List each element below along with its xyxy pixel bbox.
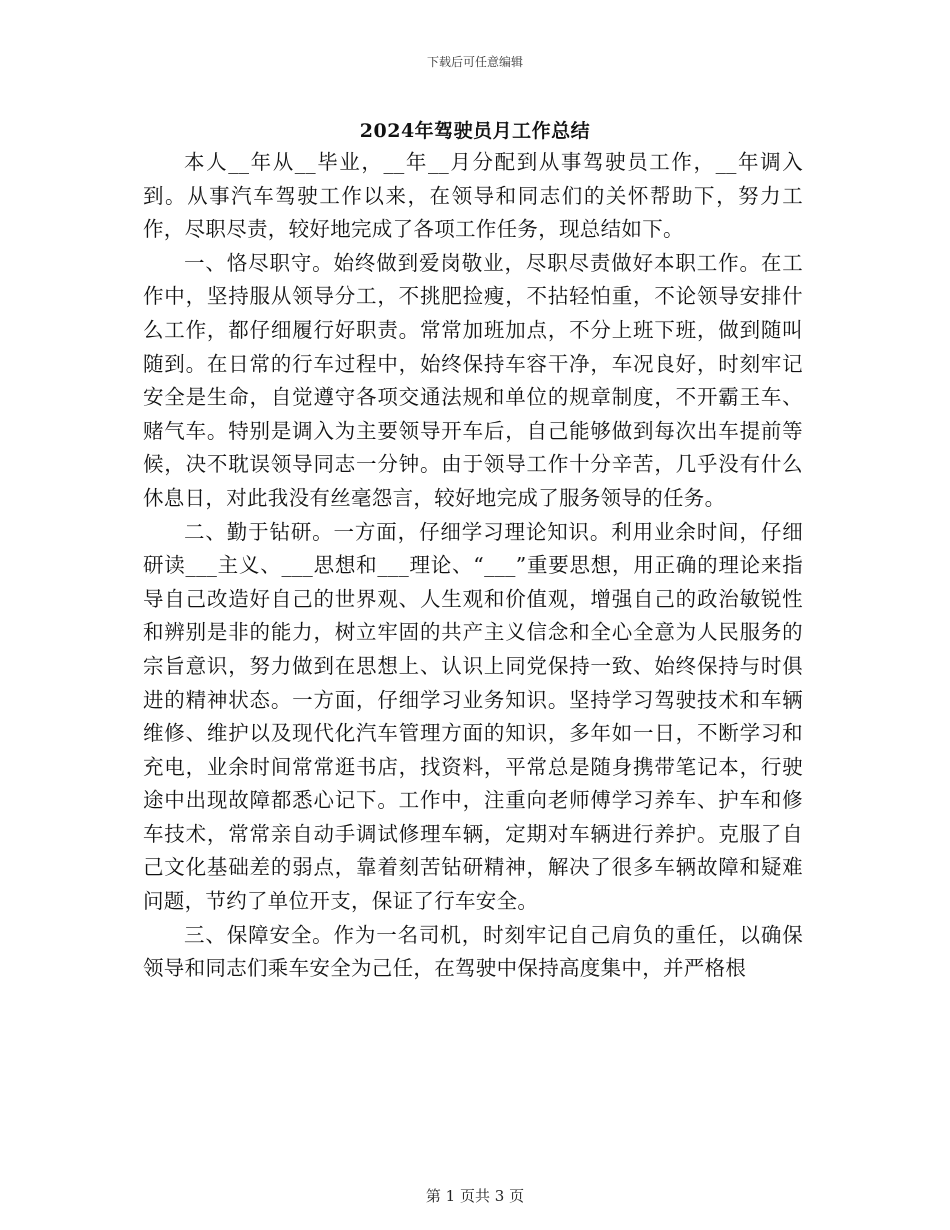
page-header-note: 下载后可任意编辑 [426,55,523,69]
document-title: 2024年驾驶员月工作总结 [359,120,591,142]
paragraph-section-3: 三、保障安全。作为一名司机，时刻牢记自己肩负的重任，以确保领导和同志们乘车安全为己任，在驾驶中保持高度集中，并严格根 [143,922,803,981]
paragraph-intro: 本人__年从__毕业，__年__月分配到从事驾驶员工作，__年调入到。从事汽车驾驶工作以来，在领导和同志们的关怀帮助下，努力工作，尽职尽责，较好地完成了各项工作任务，现总结如下。 [143,150,803,242]
document-body [143,146,803,986]
page-number-footer: 第 1 页共 3 页 [425,1187,525,1205]
paragraph-section-1: 一、恪尽职守。始终做到爱岗敬业，尽职尽责做好本职工作。在工作中，坚持服从领导分工，不挑肥捡瘦，不拈轻怕重，不论领导安排什么工作，都仔细履行好职责。常常加班加点，不分上班下班，做到随叫随到。在日常的行车过程中，始终保持车容干净，车况良好，时刻牢记安全是生命，自觉遵守各项交通法规和单位的规章制度，不开霸王车、赌气车。特别是调入为主要领导开车后，自己能够做到每次出车提前等候，决不耽误领导同志一分钟。由于领导工作十分辛苦，几乎没有什么休息日，对此我没有丝毫怨言，较好地完成了服务领导的任务。 [143,250,803,510]
paragraph-section-2: 二、勤于钻研。一方面，仔细学习理论知识。利用业余时间，仔细研读___主义、___思想和___理论、“___”重要思想，用正确的理论来指导自己改造好自己的世界观、人生观和价值观，增强自己的政治敏锐性和辨别是非的能力，树立牢固的共产主义信念和全心全意为人民服务的宗旨意识，努力做到在思想上、认识上同党保持一致、始终保持与时俱进的精神状态。一方面，仔细学习业务知识。坚持学习驾驶技术和车辆维修、维护以及现代化汽车管理方面的知识，多年如一日，不断学习和充电，业余时间常常逛书店，找资料，平常总是随身携带笔记本，行驶途中出现故障都悉心记下。工作中，注重向老师傅学习养车、护车和修车技术，常常亲自动手调试修理车辆，定期对车辆进行养护。克服了自己文化基础差的弱点，靠着刻苦钻研精神，解决了很多车辆故障和疑难问题，节约了单位开支，保证了行车安全。 [143,519,803,914]
